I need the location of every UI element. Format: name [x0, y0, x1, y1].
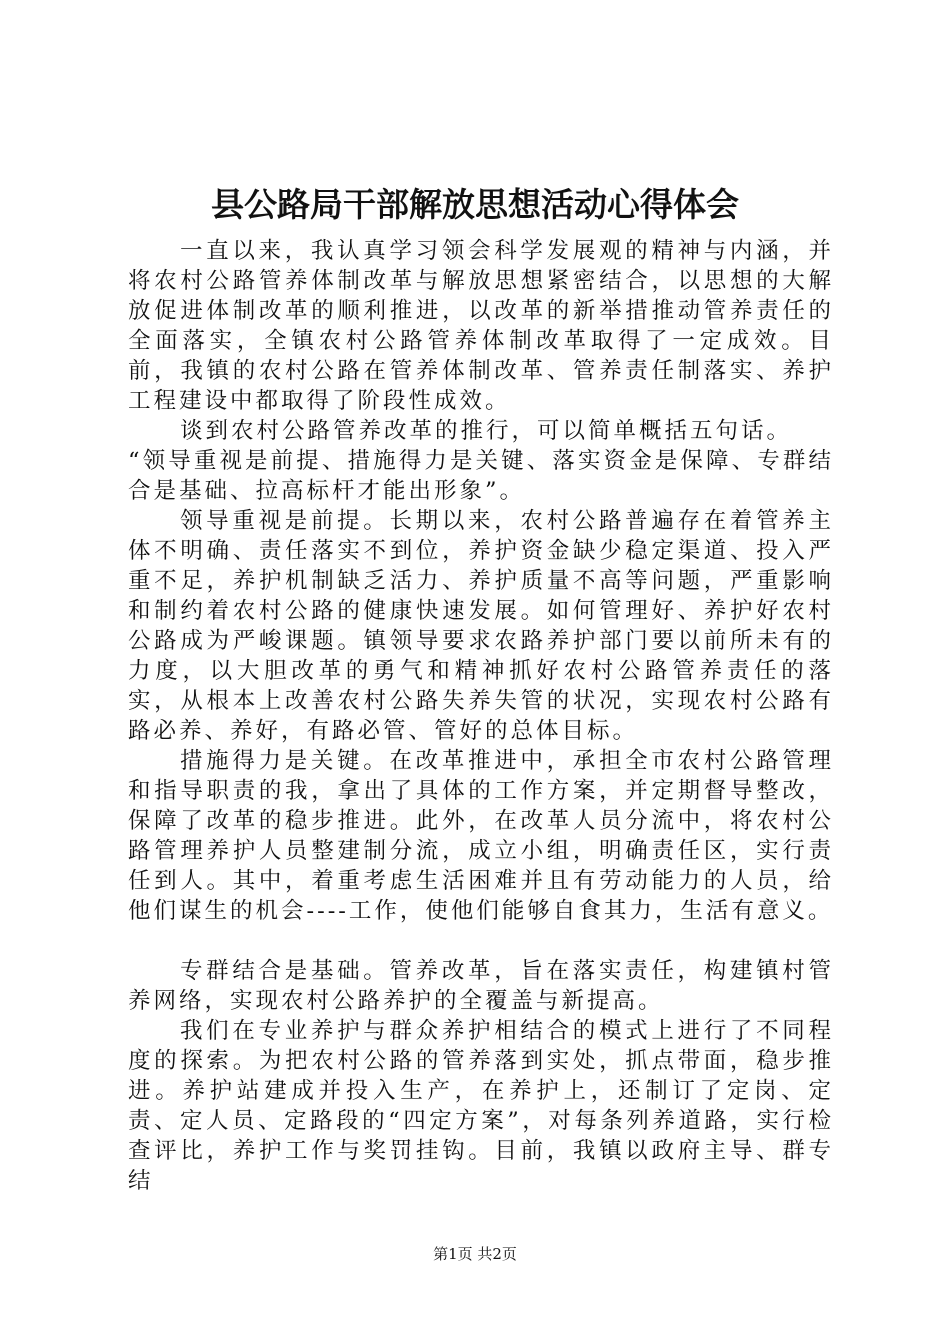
- document-body: [128, 236, 834, 1196]
- paragraph-intro: 一直以来，我认真学习领会科学发展观的精神与内涵，并将农村公路管养体制改革与解放思想紧密结合，以思想的大解放促进体制改革的顺利推进，以改革的新举措推动管养责任的全面落实，全镇农村公路管养体制改革取得了一定成效。目前，我镇的农村公路在管养体制改革、管养责任制落实、养护工程建设中都取得了阶段性成效。: [128, 238, 834, 414]
- paragraph-measures: 措施得力是关键。在改革推进中，承担全市农村公路管理和指导职责的我，拿出了具体的工作方案，并定期督导整改，保障了改革的稳步推进。此外，在改革人员分流中，将农村公路管理养护人员整建制分流，成立小组，明确责任区，实行责任到人。其中，着重考虑生活困难并且有劳动能力的人员，给他们谋生的机会----工作，使他们能够自食其力，生活有意义。: [128, 748, 834, 924]
- paragraph-summary: 谈到农村公路管养改革的推行，可以简单概括五句话。: [180, 418, 793, 444]
- document-title: 县公路局干部解放思想活动心得体会: [211, 185, 739, 224]
- page-number-footer: 第1页 共2页: [433, 1245, 517, 1263]
- paragraph-quote: “领导重视是前提、措施得力是关键、落实资金是保障、专群结合是基础、拉高标杆才能出形象”。: [128, 448, 834, 504]
- paragraph-exploration: 我们在专业养护与群众养护相结合的模式上进行了不同程度的探索。为把农村公路的管养落到实处，抓点带面，稳步推进。养护站建成并投入生产，在养护上，还制订了定岗、定责、定人员、定路段的“四定方案”，对每条列养道路，实行检查评比，养护工作与奖罚挂钩。目前，我镇以政府主导、群专结: [128, 1018, 834, 1194]
- paragraph-leadership: 领导重视是前提。长期以来，农村公路普遍存在着管养主体不明确、责任落实不到位，养护资金缺少稳定渠道、投入严重不足，养护机制缺乏活力、养护质量不高等问题，严重影响和制约着农村公路的健康快速发展。如何管理好、养护好农村公路成为严峻课题。镇领导要求农路养护部门要以前所未有的力度，以大胆改革的勇气和精神抓好农村公路管养责任的落实，从根本上改善农村公路失养失管的状况，实现农村公路有路必养、养好，有路必管、管好的总体目标。: [128, 508, 834, 744]
- paragraph-combination: 专群结合是基础。管养改革，旨在落实责任，构建镇村管养网络，实现农村公路养护的全覆盖与新提高。: [128, 958, 834, 1014]
